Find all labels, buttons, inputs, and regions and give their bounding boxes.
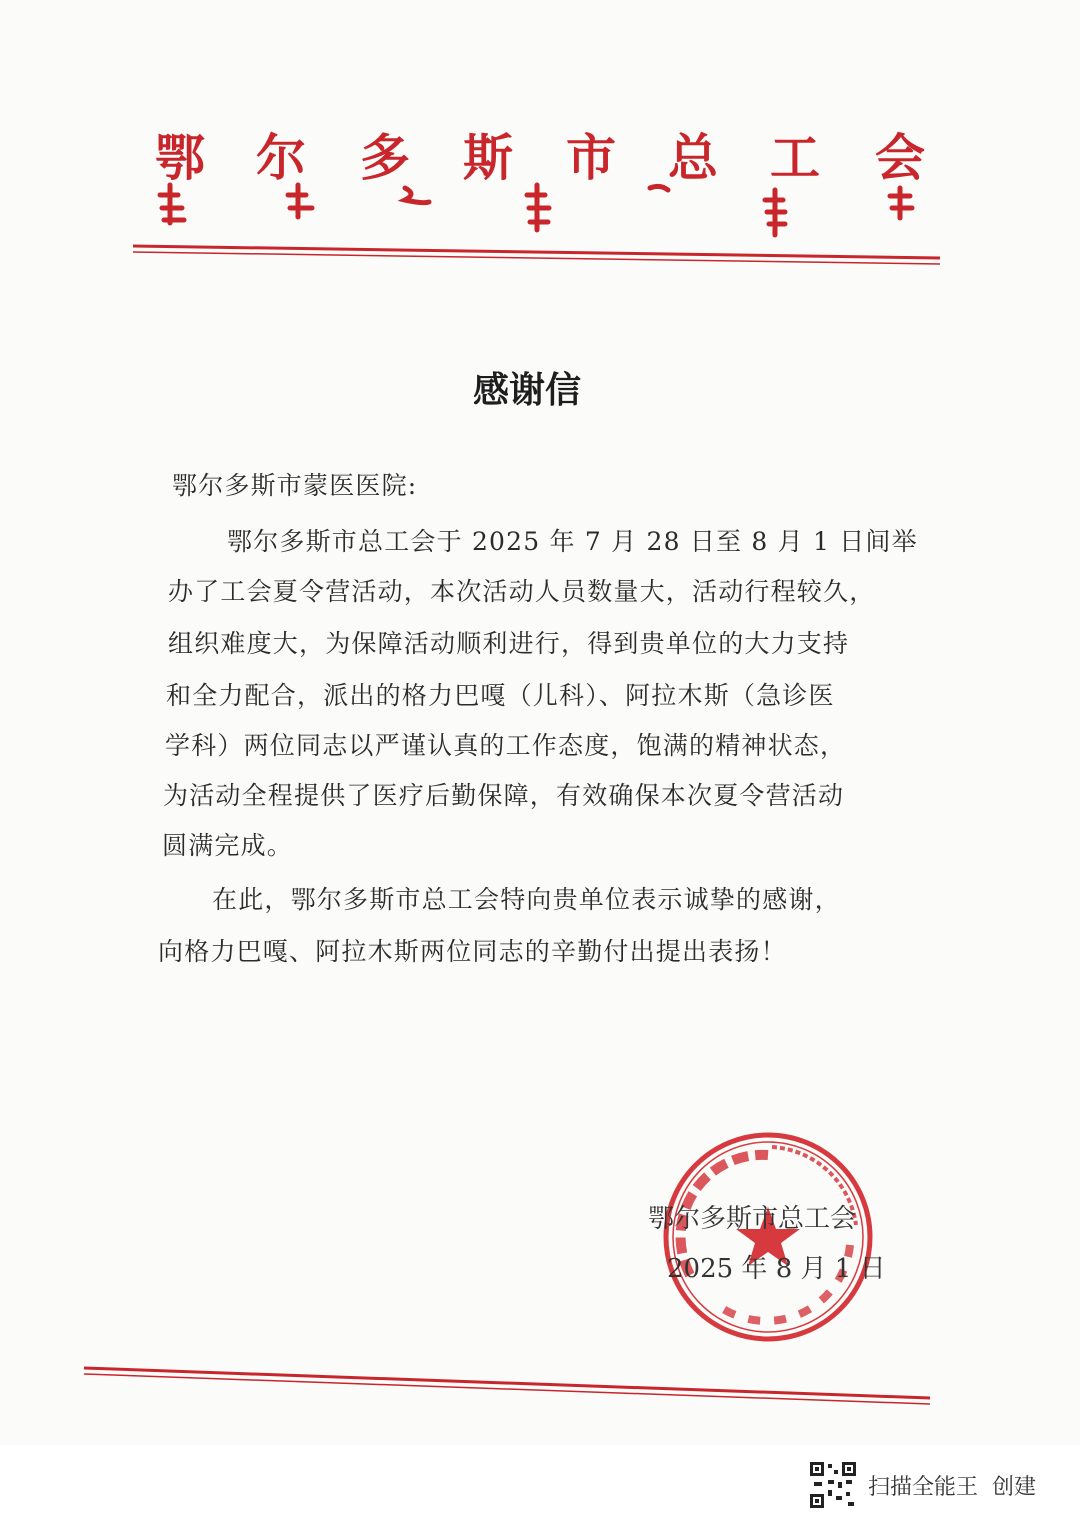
letterhead-char: 总 (668, 128, 718, 187)
signature-date: 2025 年 8 月 1 日 (667, 1254, 886, 1284)
letter-title: 感谢信 (472, 369, 581, 411)
body-line: 和全力配合，派出的格力巴嘎（儿科）、阿拉木斯（急诊医 (166, 681, 835, 710)
body-line: 组织难度大，为保障活动顺利进行，得到贵单位的大力支持 (168, 629, 850, 658)
letterhead-char: 斯 (463, 128, 513, 187)
body-line: 鄂尔多斯市总工会于 2025 年 7 月 28 日至 8 月 1 日间举 (227, 527, 918, 556)
letterhead-char: 工 (770, 128, 820, 187)
letterhead-char: 会 (875, 128, 925, 187)
letterhead-char: 多 (360, 128, 410, 187)
official-seal (660, 1125, 880, 1345)
body-line: 为活动全程提供了医疗后勤保障，有效确保本次夏令营活动 (163, 781, 845, 810)
mongolian-script-graphic (0, 0, 1080, 280)
letterhead-char: 尔 (256, 128, 306, 187)
body-line: 向格力巴嘎、阿拉木斯两位同志的辛勤付出提出表扬！ (158, 937, 787, 966)
signature-org: 鄂尔多斯市总工会 (648, 1204, 857, 1234)
qr-code-icon (808, 1460, 858, 1510)
letterhead-char: 市 (566, 128, 616, 187)
watermark-text: 扫描全能王 创建 (868, 1474, 1036, 1500)
body-line: 学科）两位同志以严谨认真的工作态度，饱满的精神状态， (165, 731, 847, 760)
scanner-watermark (808, 1460, 1036, 1510)
body-line: 办了工会夏令营活动，本次活动人员数量大，活动行程较久， (168, 577, 876, 606)
body-line: 在此，鄂尔多斯市总工会特向贵单位表示诚挚的感谢， (212, 885, 841, 914)
letterhead-char: 鄂 (155, 128, 205, 187)
bottom-rule (0, 1360, 1080, 1420)
salutation: 鄂尔多斯市蒙医医院: (172, 471, 418, 500)
body-line: 圆满完成。 (162, 831, 294, 860)
